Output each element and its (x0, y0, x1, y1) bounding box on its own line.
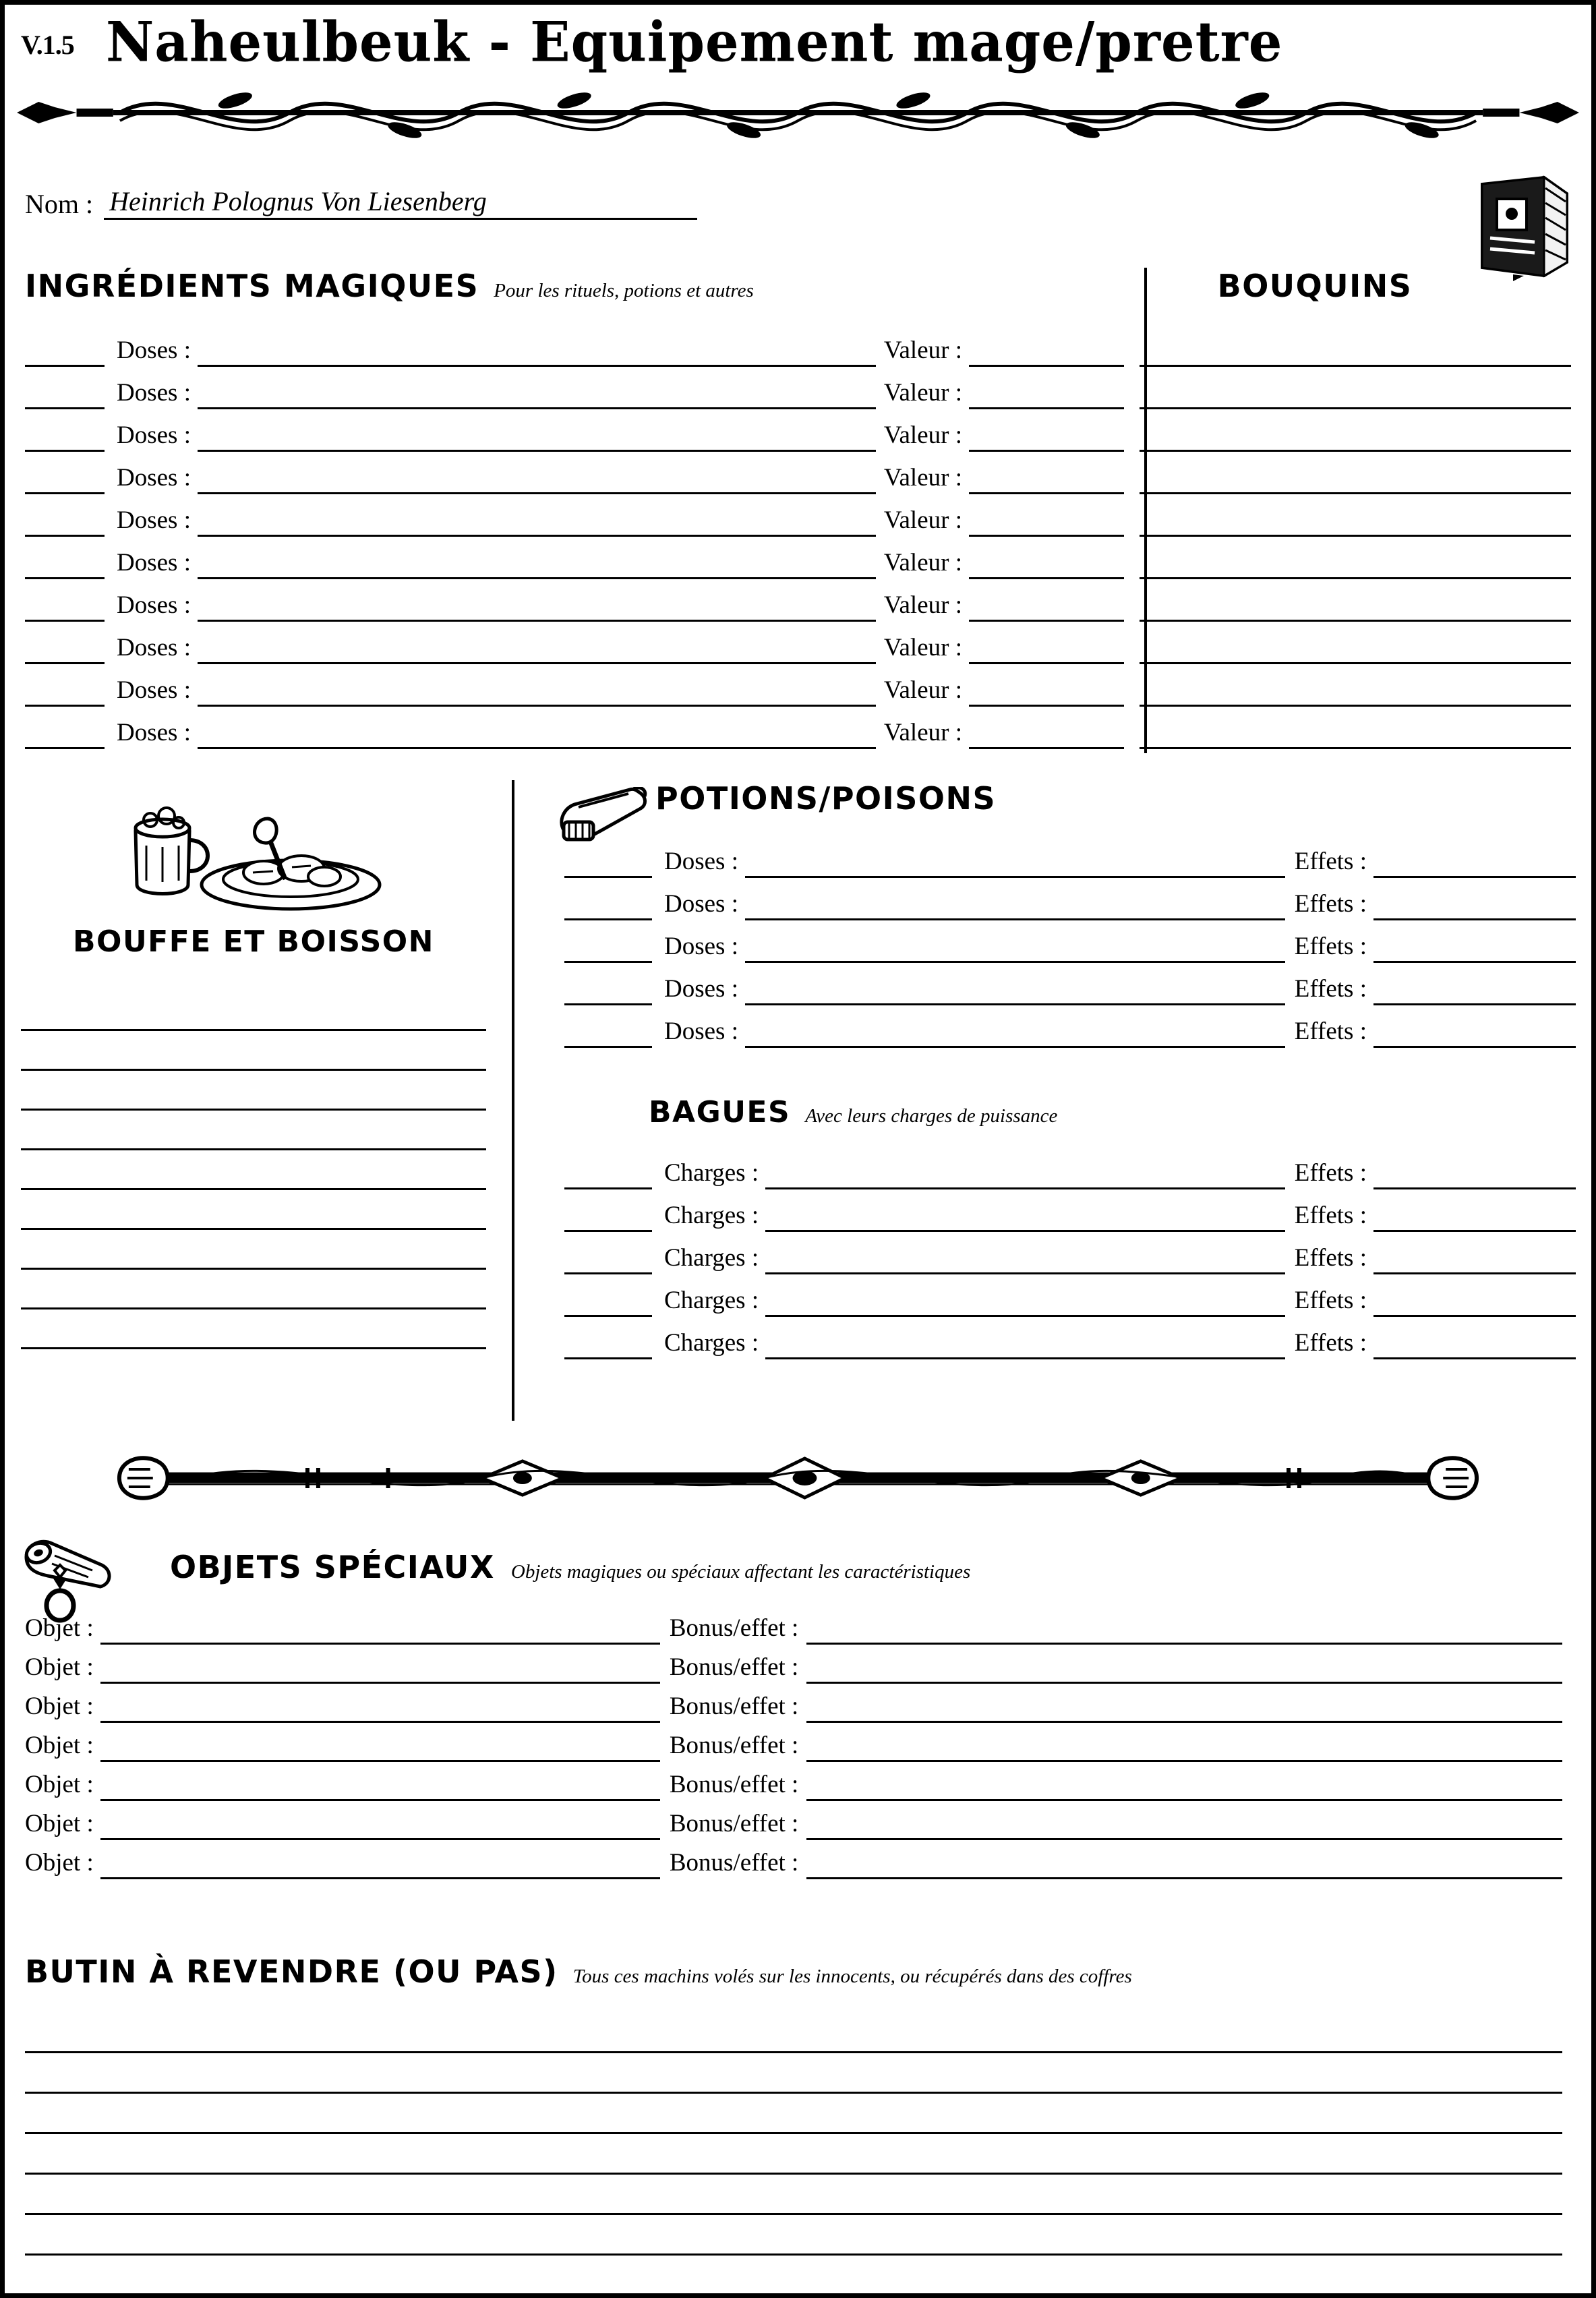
ingredient-row (25, 367, 1124, 409)
bagues-rows (544, 1147, 1576, 1359)
butin-input[interactable] (25, 2013, 1562, 2053)
bague-name-input[interactable] (765, 1230, 1285, 1232)
potion-quantity-input[interactable] (564, 961, 652, 963)
ingredient-dose-label: Doses : (117, 421, 191, 449)
ingredient-dose-label: Doses : (117, 379, 191, 407)
ingredient-value-input[interactable] (969, 535, 1124, 537)
ingredient-value-label: Valeur : (883, 591, 962, 619)
bouquins-section (1140, 268, 1571, 749)
bouffe-input[interactable] (21, 1309, 486, 1349)
objet-row (25, 1605, 1562, 1645)
objets-speciaux-section (25, 1549, 1562, 1879)
objet-label: Objet : (25, 1810, 94, 1837)
ingredient-dose-label: Doses : (117, 591, 191, 619)
ingredient-row (25, 622, 1124, 664)
bouquin-input[interactable] (1140, 409, 1571, 452)
bouquin-input[interactable] (1140, 452, 1571, 494)
objet-bonus-label: Bonus/effet : (669, 1614, 799, 1642)
objet-label: Objet : (25, 1771, 94, 1798)
name-field-row (25, 187, 697, 220)
ingredient-quantity-input[interactable] (25, 747, 105, 749)
ingredients-rows (25, 324, 1124, 749)
ingredient-quantity-input[interactable] (25, 535, 105, 537)
objet-name-input[interactable] (100, 1760, 660, 1762)
potion-effect-label: Effets : (1294, 933, 1367, 960)
ingredient-name-input[interactable] (198, 365, 876, 367)
ingredient-value-input[interactable] (969, 747, 1124, 749)
potion-dose-label: Doses : (664, 933, 738, 960)
bague-name-input[interactable] (765, 1315, 1285, 1317)
bague-charges-label: Charges : (664, 1159, 759, 1187)
bouquin-input[interactable] (1140, 622, 1571, 664)
ingredient-name-input[interactable] (198, 747, 876, 749)
food-and-drink-icon (21, 780, 486, 922)
objet-bonus-label: Bonus/effet : (669, 1692, 799, 1720)
ingredient-dose-label: Doses : (117, 336, 191, 364)
potion-quantity-input[interactable] (564, 876, 652, 878)
bouffe-et-boisson-section (21, 780, 486, 1349)
objet-bonus-label: Bonus/effet : (669, 1810, 799, 1837)
ingredient-value-input[interactable] (969, 620, 1124, 622)
bague-effect-label: Effets : (1294, 1287, 1367, 1314)
ingredient-name-input[interactable] (198, 492, 876, 494)
bouffe-lines (21, 991, 486, 1349)
objet-bonus-input[interactable] (806, 1760, 1562, 1762)
bouffe-input[interactable] (21, 1190, 486, 1230)
ingredient-quantity-input[interactable] (25, 620, 105, 622)
ingredient-dose-label: Doses : (117, 719, 191, 746)
objet-label: Objet : (25, 1653, 94, 1681)
bouquin-input[interactable] (1140, 579, 1571, 622)
ingredient-quantity-input[interactable] (25, 577, 105, 579)
potion-effect-input[interactable] (1373, 918, 1576, 920)
objets-speciaux-subtitle: Objets magiques ou spéciaux affectant les caractéristiques (510, 1561, 971, 1583)
ingredient-name-input[interactable] (198, 535, 876, 537)
bague-quantity-input[interactable] (564, 1272, 652, 1274)
bouquin-input[interactable] (1140, 707, 1571, 749)
bouquin-input[interactable] (1140, 367, 1571, 409)
bagues-subtitle: Avec leurs charges de puissance (805, 1105, 1058, 1127)
ingredient-name-input[interactable] (198, 705, 876, 707)
bague-effect-label: Effets : (1294, 1159, 1367, 1187)
objet-row (25, 1801, 1562, 1840)
potion-name-input[interactable] (745, 961, 1285, 963)
potions-title: POTIONS/POISONS (655, 780, 997, 817)
butin-input[interactable] (25, 2175, 1562, 2215)
ingredient-dose-label: Doses : (117, 506, 191, 534)
bague-name-input[interactable] (765, 1357, 1285, 1359)
bague-effect-label: Effets : (1294, 1329, 1367, 1357)
objet-row (25, 1723, 1562, 1762)
butin-subtitle: Tous ces machins volés sur les innocents, ou récupérés dans des coffres (572, 1966, 1132, 1987)
bague-effect-input[interactable] (1373, 1230, 1576, 1232)
ingredient-row (25, 707, 1124, 749)
butin-input[interactable] (25, 2053, 1562, 2094)
bague-charges-label: Charges : (664, 1329, 759, 1357)
potion-dose-label: Doses : (664, 890, 738, 918)
butin-input[interactable] (25, 2256, 1562, 2296)
spellbook-icon (1473, 173, 1574, 281)
ingredient-value-label: Valeur : (883, 634, 962, 661)
bouffe-title: BOUFFE ET BOISSON (73, 924, 434, 959)
objet-label: Objet : (25, 1614, 94, 1642)
bouquin-input[interactable] (1140, 324, 1571, 367)
objet-name-input[interactable] (100, 1721, 660, 1723)
ingredient-value-label: Valeur : (883, 464, 962, 492)
potion-effect-input[interactable] (1373, 876, 1576, 878)
bouquins-lines (1140, 324, 1571, 749)
ingredient-value-label: Valeur : (883, 676, 962, 704)
ingredient-quantity-input[interactable] (25, 450, 105, 452)
potion-effect-input[interactable] (1373, 1046, 1576, 1048)
ingredient-value-label: Valeur : (883, 336, 962, 364)
ingredients-section (25, 268, 1124, 749)
potion-quantity-input[interactable] (564, 918, 652, 920)
objet-name-input[interactable] (100, 1799, 660, 1801)
ingredient-name-input[interactable] (198, 450, 876, 452)
section-divider-vertical (512, 780, 514, 1421)
bouffe-input[interactable] (21, 1270, 486, 1309)
bouffe-input[interactable] (21, 1031, 486, 1071)
potion-effect-label: Effets : (1294, 890, 1367, 918)
butin-section (25, 1953, 1562, 2296)
page-title: Naheulbeuk - Equipement mage/pretre (106, 10, 1283, 75)
bague-effect-label: Effets : (1294, 1244, 1367, 1272)
objet-name-input[interactable] (100, 1838, 660, 1840)
ingredient-name-input[interactable] (198, 407, 876, 409)
potions-and-rings-column (544, 780, 1576, 1359)
bague-quantity-input[interactable] (564, 1187, 652, 1189)
potion-effect-label: Effets : (1294, 1018, 1367, 1045)
ingredient-value-input[interactable] (969, 450, 1124, 452)
bouquins-title: BOUQUINS (1217, 268, 1413, 304)
potion-effect-input[interactable] (1373, 1003, 1576, 1005)
bouffe-input[interactable] (21, 1230, 486, 1270)
objet-row (25, 1762, 1562, 1801)
potion-dose-label: Doses : (664, 848, 738, 875)
potion-quantity-input[interactable] (564, 1003, 652, 1005)
ingredient-name-input[interactable] (198, 620, 876, 622)
bague-row (564, 1189, 1576, 1232)
objet-row (25, 1684, 1562, 1723)
potion-row (564, 878, 1576, 920)
ingredient-value-input[interactable] (969, 365, 1124, 367)
objet-bonus-label: Bonus/effet : (669, 1771, 799, 1798)
ingredient-name-input[interactable] (198, 577, 876, 579)
magic-staff-divider (106, 1441, 1490, 1515)
bague-effect-input[interactable] (1373, 1187, 1576, 1189)
potion-dose-label: Doses : (664, 975, 738, 1003)
bouquin-input[interactable] (1140, 664, 1571, 707)
ingredient-value-label: Valeur : (883, 421, 962, 449)
butin-input[interactable] (25, 2134, 1562, 2175)
objets-speciaux-rows (25, 1605, 1562, 1879)
ingredient-quantity-input[interactable] (25, 492, 105, 494)
ingredient-name-input[interactable] (198, 662, 876, 664)
objet-bonus-input[interactable] (806, 1799, 1562, 1801)
potion-row (564, 920, 1576, 963)
ingredient-row (25, 324, 1124, 367)
name-input[interactable]: Heinrich Polognus Von Liesenberg (104, 187, 697, 220)
bague-row (564, 1147, 1576, 1189)
bouquin-input[interactable] (1140, 494, 1571, 537)
bague-row (564, 1232, 1576, 1274)
objet-name-input[interactable] (100, 1877, 660, 1879)
potion-quantity-input[interactable] (564, 1046, 652, 1048)
potions-rows (544, 835, 1576, 1048)
potion-row (564, 835, 1576, 878)
ingredient-dose-label: Doses : (117, 634, 191, 661)
ingredient-value-input[interactable] (969, 705, 1124, 707)
butin-title: BUTIN À REVENDRE (OU PAS) (25, 1953, 558, 1990)
ingredient-value-input[interactable] (969, 577, 1124, 579)
ingredient-row (25, 579, 1124, 622)
ingredients-subtitle: Pour les rituels, potions et autres (494, 280, 754, 301)
vine-spear-divider (11, 86, 1585, 140)
potion-row (564, 963, 1576, 1005)
objet-bonus-label: Bonus/effet : (669, 1849, 799, 1877)
ingredient-value-input[interactable] (969, 407, 1124, 409)
objet-bonus-label: Bonus/effet : (669, 1732, 799, 1759)
butin-lines (25, 2013, 1562, 2296)
ingredient-quantity-input[interactable] (25, 365, 105, 367)
potion-dose-label: Doses : (664, 1018, 738, 1045)
ingredient-dose-label: Doses : (117, 676, 191, 704)
potion-effect-label: Effets : (1294, 975, 1367, 1003)
objets-speciaux-title: OBJETS SPÉCIAUX (170, 1549, 495, 1585)
bague-name-input[interactable] (765, 1187, 1285, 1189)
bouffe-input[interactable] (21, 991, 486, 1031)
objet-name-input[interactable] (100, 1643, 660, 1645)
ingredient-quantity-input[interactable] (25, 705, 105, 707)
ingredient-value-label: Valeur : (883, 379, 962, 407)
bouffe-input[interactable] (21, 1071, 486, 1111)
objet-bonus-input[interactable] (806, 1877, 1562, 1879)
ingredient-dose-label: Doses : (117, 464, 191, 492)
ingredient-value-input[interactable] (969, 662, 1124, 664)
ingredients-title: INGRÉDIENTS MAGIQUES (25, 268, 479, 304)
bagues-title: BAGUES (649, 1095, 791, 1129)
objet-bonus-input[interactable] (806, 1721, 1562, 1723)
sheet-header (18, 10, 1578, 84)
potion-name-input[interactable] (745, 918, 1285, 920)
bague-effect-label: Effets : (1294, 1202, 1367, 1229)
bague-charges-label: Charges : (664, 1244, 759, 1272)
ingredient-dose-label: Doses : (117, 549, 191, 577)
objet-bonus-label: Bonus/effet : (669, 1653, 799, 1681)
bague-row (564, 1274, 1576, 1317)
bague-effect-input[interactable] (1373, 1272, 1576, 1274)
name-label: Nom : (25, 189, 94, 219)
bague-quantity-input[interactable] (564, 1357, 652, 1359)
bague-charges-label: Charges : (664, 1202, 759, 1229)
objet-bonus-input[interactable] (806, 1682, 1562, 1684)
ingredient-row (25, 664, 1124, 707)
ingredient-row (25, 409, 1124, 452)
ingredient-value-label: Valeur : (883, 549, 962, 577)
bague-row (564, 1317, 1576, 1359)
bague-charges-label: Charges : (664, 1287, 759, 1314)
ingredient-row (25, 452, 1124, 494)
objet-label: Objet : (25, 1849, 94, 1877)
bague-name-input[interactable] (765, 1272, 1285, 1274)
objet-row (25, 1840, 1562, 1879)
bouquin-input[interactable] (1140, 537, 1571, 579)
ingredient-row (25, 494, 1124, 537)
ingredient-value-input[interactable] (969, 492, 1124, 494)
bague-quantity-input[interactable] (564, 1230, 652, 1232)
ingredient-quantity-input[interactable] (25, 662, 105, 664)
butin-input[interactable] (25, 2094, 1562, 2134)
bague-effect-input[interactable] (1373, 1357, 1576, 1359)
bague-quantity-input[interactable] (564, 1315, 652, 1317)
ingredient-quantity-input[interactable] (25, 407, 105, 409)
objet-label: Objet : (25, 1692, 94, 1720)
ingredient-value-label: Valeur : (883, 719, 962, 746)
potion-effect-label: Effets : (1294, 848, 1367, 875)
potion-row (564, 1005, 1576, 1048)
ingredient-row (25, 537, 1124, 579)
potion-name-input[interactable] (745, 876, 1285, 878)
butin-input[interactable] (25, 2215, 1562, 2256)
bouffe-input[interactable] (21, 1111, 486, 1150)
version-label: V.1.5 (21, 30, 74, 60)
objet-label: Objet : (25, 1732, 94, 1759)
objet-row (25, 1645, 1562, 1684)
potion-effect-input[interactable] (1373, 961, 1576, 963)
objet-bonus-input[interactable] (806, 1643, 1562, 1645)
ingredient-value-label: Valeur : (883, 506, 962, 534)
potion-name-input[interactable] (745, 1046, 1285, 1048)
potion-name-input[interactable] (745, 1003, 1285, 1005)
bouffe-input[interactable] (21, 1150, 486, 1190)
bague-effect-input[interactable] (1373, 1315, 1576, 1317)
objet-bonus-input[interactable] (806, 1838, 1562, 1840)
objet-name-input[interactable] (100, 1682, 660, 1684)
